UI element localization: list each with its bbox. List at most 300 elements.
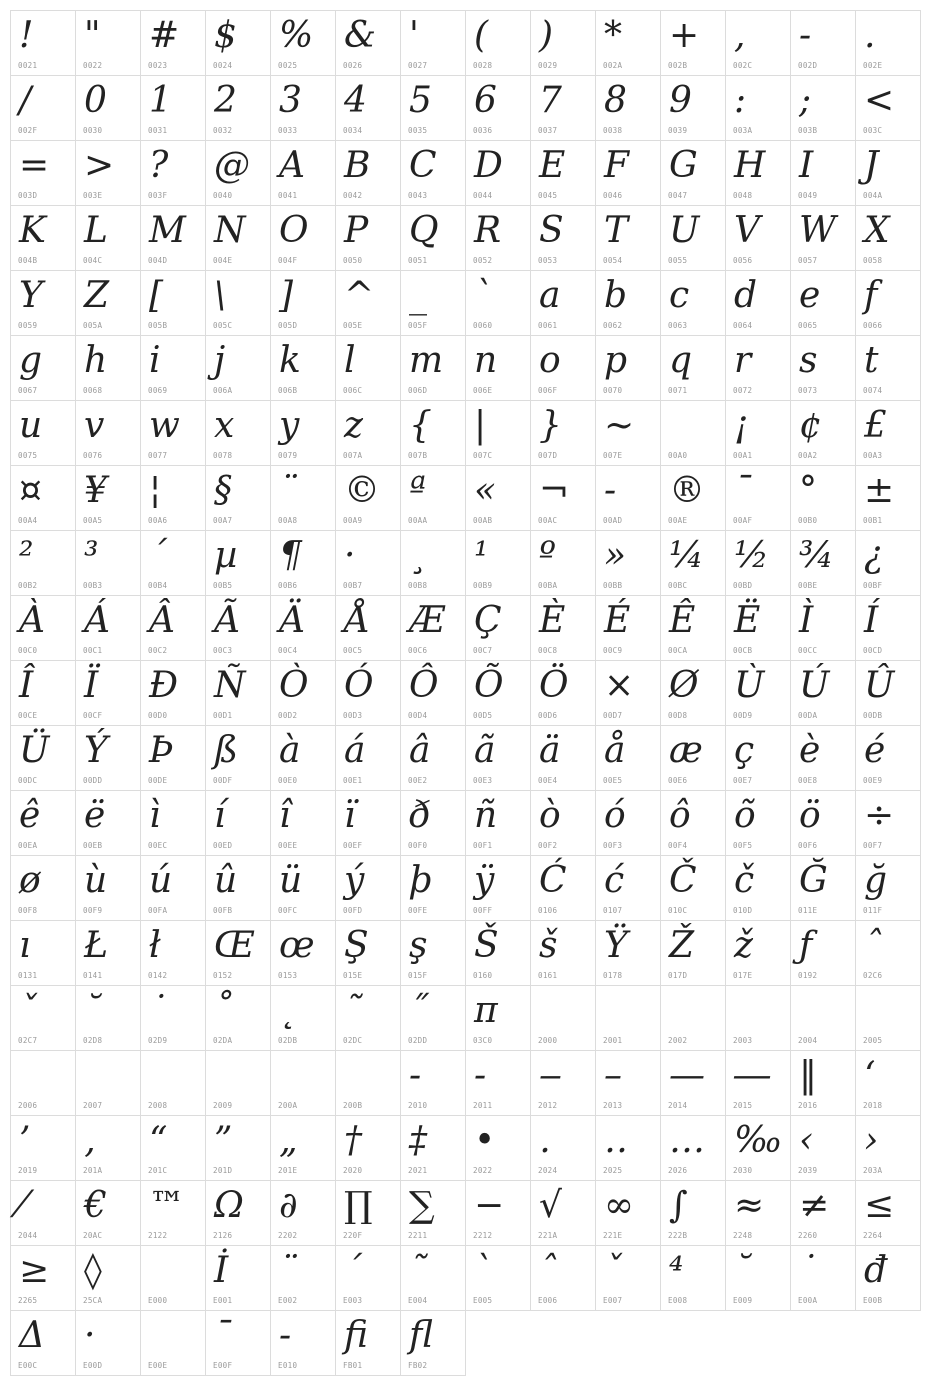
glyph-cell — [595, 10, 661, 76]
glyph-cell — [595, 140, 661, 206]
glyph-cell — [530, 1050, 596, 1116]
glyph-cell — [595, 660, 661, 726]
glyph-cell — [660, 920, 726, 986]
glyph-cell — [335, 400, 401, 466]
glyph-cell — [725, 400, 791, 466]
glyph-character: è — [799, 730, 821, 771]
glyph-cell — [855, 335, 921, 401]
glyph-cell — [465, 985, 531, 1051]
glyph-cell — [465, 790, 531, 856]
glyph-cell — [75, 205, 141, 271]
glyph-character: Ł — [84, 925, 109, 966]
glyph-character: È — [539, 600, 566, 641]
glyph-codepoint: 2044 — [18, 1231, 38, 1240]
glyph-character: * — [604, 15, 622, 56]
glyph-codepoint: 25CA — [83, 1296, 103, 1305]
glyph-codepoint: 00E9 — [863, 776, 883, 785]
glyph-character: ¯ — [734, 470, 752, 511]
glyph-character: µ — [214, 535, 238, 576]
glyph-cell — [400, 465, 466, 531]
glyph-codepoint: 007B — [408, 451, 428, 460]
glyph-codepoint: E008 — [668, 1296, 688, 1305]
glyph-codepoint: 201C — [148, 1166, 168, 1175]
glyph-codepoint: 00D0 — [148, 711, 168, 720]
glyph-character: √ — [539, 1185, 562, 1226]
glyph-codepoint: 0142 — [148, 971, 168, 980]
glyph-character: r — [734, 340, 752, 381]
glyph-character: ñ — [474, 795, 498, 836]
glyph-cell — [725, 530, 791, 596]
glyph-codepoint: 005C — [213, 321, 233, 330]
glyph-character: t — [864, 340, 879, 381]
glyph-cell — [400, 140, 466, 206]
glyph-codepoint: 2126 — [213, 1231, 233, 1240]
glyph-codepoint: 0036 — [473, 126, 493, 135]
glyph-codepoint: 005E — [343, 321, 363, 330]
glyph-cell — [530, 855, 596, 921]
glyph-codepoint: E009 — [733, 1296, 753, 1305]
glyph-cell — [400, 1310, 466, 1376]
glyph-codepoint: 00DD — [83, 776, 103, 785]
glyph-character: ö — [799, 795, 821, 836]
glyph-cell — [530, 1180, 596, 1246]
glyph-codepoint: 00E1 — [343, 776, 363, 785]
glyph-codepoint: 0052 — [473, 256, 493, 265]
glyph-codepoint: 2022 — [473, 1166, 493, 1175]
glyph-cell — [400, 1115, 466, 1181]
glyph-codepoint: 2264 — [863, 1231, 883, 1240]
glyph-character: ‒ — [539, 1055, 562, 1096]
glyph-cell — [10, 75, 76, 141]
glyph-codepoint: 002C — [733, 61, 753, 70]
glyph-codepoint: 006C — [343, 386, 363, 395]
glyph-codepoint: 00FF — [473, 906, 493, 915]
glyph-cell — [465, 1115, 531, 1181]
glyph-codepoint: 2021 — [408, 1166, 428, 1175]
glyph-character: ¤ — [19, 470, 42, 511]
glyph-cell — [270, 855, 336, 921]
glyph-codepoint: 006B — [278, 386, 298, 395]
glyph-character: Ï — [84, 665, 99, 706]
glyph-codepoint: 00D6 — [538, 711, 558, 720]
glyph-character: U — [669, 210, 700, 251]
glyph-cell — [465, 1245, 531, 1311]
glyph-cell — [725, 1245, 791, 1311]
glyph-codepoint: 007A — [343, 451, 363, 460]
glyph-character: ¯ — [214, 1315, 232, 1356]
glyph-character: R — [474, 210, 502, 251]
glyph-cell — [270, 10, 336, 76]
glyph-cell — [855, 400, 921, 466]
glyph-codepoint: 2248 — [733, 1231, 753, 1240]
glyph-cell — [75, 790, 141, 856]
glyph-cell — [595, 1245, 661, 1311]
glyph-cell — [595, 855, 661, 921]
glyph-character: Ð — [149, 665, 179, 706]
glyph-character: i — [149, 340, 161, 381]
glyph-codepoint: 00FA — [148, 906, 168, 915]
glyph-cell — [855, 660, 921, 726]
glyph-cell — [270, 920, 336, 986]
glyph-cell — [10, 920, 76, 986]
glyph-codepoint: FB02 — [408, 1361, 428, 1370]
glyph-codepoint: 002F — [18, 126, 38, 135]
glyph-character: ‡ — [409, 1120, 427, 1161]
glyph-character: ˜ — [409, 1250, 427, 1291]
glyph-character: í — [214, 795, 226, 836]
glyph-codepoint: 0153 — [278, 971, 298, 980]
glyph-codepoint: 0160 — [473, 971, 493, 980]
glyph-cell — [335, 465, 401, 531]
glyph-character: + — [669, 15, 700, 56]
glyph-character: 6 — [474, 80, 497, 121]
glyph-cell — [140, 75, 206, 141]
glyph-cell — [530, 465, 596, 531]
glyph-cell — [400, 530, 466, 596]
glyph-character: p — [604, 340, 628, 381]
glyph-cell — [75, 725, 141, 791]
glyph-codepoint: 005A — [83, 321, 103, 330]
glyph-cell — [75, 660, 141, 726]
glyph-codepoint: 0069 — [148, 386, 168, 395]
glyph-codepoint: 0067 — [18, 386, 38, 395]
glyph-character: ≠ — [799, 1185, 830, 1226]
glyph-codepoint: 00B3 — [83, 581, 103, 590]
glyph-cell — [465, 1180, 531, 1246]
glyph-cell — [400, 1245, 466, 1311]
glyph-codepoint: 00B9 — [473, 581, 493, 590]
glyph-cell — [140, 725, 206, 791]
glyph-character: n — [474, 340, 498, 381]
glyph-character: İ — [214, 1250, 229, 1291]
glyph-cell — [270, 1245, 336, 1311]
glyph-cell — [660, 985, 726, 1051]
glyph-character: ˆ — [539, 1250, 557, 1291]
glyph-codepoint: 0060 — [473, 321, 493, 330]
glyph-character: Ö — [539, 665, 569, 706]
glyph-character: ― — [734, 1055, 770, 1096]
glyph-cell — [790, 530, 856, 596]
glyph-character: B — [344, 145, 371, 186]
glyph-cell — [10, 140, 76, 206]
glyph-codepoint: 004C — [83, 256, 103, 265]
glyph-codepoint: 0061 — [538, 321, 558, 330]
glyph-character: ¸ — [409, 535, 427, 576]
glyph-cell — [465, 335, 531, 401]
glyph-character: ¡ — [734, 405, 749, 446]
glyph-codepoint: 00F4 — [668, 841, 688, 850]
glyph-cell — [205, 465, 271, 531]
glyph-cell — [75, 465, 141, 531]
glyph-codepoint: 015E — [343, 971, 363, 980]
glyph-codepoint: 0037 — [538, 126, 558, 135]
glyph-cell — [660, 790, 726, 856]
glyph-codepoint: 00A3 — [863, 451, 883, 460]
glyph-codepoint: 00C5 — [343, 646, 363, 655]
glyph-character: @ — [214, 145, 250, 186]
glyph-codepoint: 00B2 — [18, 581, 38, 590]
glyph-character: » — [604, 535, 627, 576]
glyph-character: © — [344, 470, 380, 511]
glyph-cell — [530, 725, 596, 791]
glyph-cell — [270, 985, 336, 1051]
glyph-cell — [595, 1115, 661, 1181]
glyph-character: % — [279, 15, 314, 56]
glyph-character: ˚ — [214, 990, 232, 1031]
glyph-character: û — [214, 860, 238, 901]
glyph-character: « — [474, 470, 497, 511]
glyph-cell — [530, 75, 596, 141]
glyph-codepoint: 2026 — [668, 1166, 688, 1175]
glyph-cell — [75, 400, 141, 466]
glyph-cell — [530, 530, 596, 596]
glyph-codepoint: 00EC — [148, 841, 168, 850]
glyph-character: Ú — [799, 665, 830, 706]
glyph-cell — [530, 270, 596, 336]
glyph-cell — [660, 75, 726, 141]
glyph-codepoint: 00F6 — [798, 841, 818, 850]
glyph-cell — [335, 1115, 401, 1181]
glyph-character: ú — [149, 860, 173, 901]
glyph-cell — [725, 1050, 791, 1116]
glyph-character: Ž — [669, 925, 695, 966]
glyph-character: ¥ — [84, 470, 107, 511]
glyph-character: ‰ — [734, 1120, 783, 1161]
glyph-character: ˜ — [344, 990, 362, 1031]
glyph-character: ^ — [344, 275, 375, 316]
glyph-codepoint: 00B6 — [278, 581, 298, 590]
glyph-codepoint: 00DB — [863, 711, 883, 720]
glyph-codepoint: 00EB — [83, 841, 103, 850]
glyph-character: Ä — [279, 600, 305, 641]
glyph-character: j — [214, 340, 226, 381]
glyph-cell — [595, 75, 661, 141]
glyph-character: Œ — [214, 925, 255, 966]
glyph-character: ø — [19, 860, 41, 901]
glyph-cell — [595, 985, 661, 1051]
glyph-cell — [335, 660, 401, 726]
glyph-cell — [205, 270, 271, 336]
glyph-character: x — [214, 405, 235, 446]
glyph-character: Z — [84, 275, 110, 316]
glyph-cell — [140, 855, 206, 921]
glyph-character: Ć — [539, 860, 567, 901]
glyph-cell — [530, 400, 596, 466]
glyph-character: õ — [734, 795, 756, 836]
glyph-codepoint: 0026 — [343, 61, 363, 70]
glyph-cell — [725, 140, 791, 206]
glyph-character: · — [84, 1315, 96, 1356]
glyph-character: Ş — [344, 925, 369, 966]
glyph-cell — [10, 595, 76, 661]
glyph-codepoint: 0070 — [603, 386, 623, 395]
glyph-character: . — [864, 15, 876, 56]
glyph-cell — [660, 595, 726, 661]
glyph-codepoint: 0044 — [473, 191, 493, 200]
glyph-character: Î — [19, 665, 34, 706]
glyph-cell — [465, 660, 531, 726]
glyph-character: \ — [214, 275, 227, 316]
glyph-codepoint: 00CE — [18, 711, 38, 720]
glyph-codepoint: 203A — [863, 1166, 883, 1175]
glyph-cell — [335, 790, 401, 856]
glyph-codepoint: 00BD — [733, 581, 753, 590]
glyph-character: $ — [214, 15, 237, 56]
glyph-cell — [465, 140, 531, 206]
glyph-codepoint: 0048 — [733, 191, 753, 200]
glyph-codepoint: 0022 — [83, 61, 103, 70]
glyph-codepoint: 0058 — [863, 256, 883, 265]
glyph-codepoint: 0063 — [668, 321, 688, 330]
glyph-cell — [790, 270, 856, 336]
glyph-cell — [140, 270, 206, 336]
glyph-cell — [855, 790, 921, 856]
glyph-codepoint: 0040 — [213, 191, 233, 200]
glyph-cell — [790, 335, 856, 401]
glyph-cell — [530, 790, 596, 856]
glyph-cell — [75, 985, 141, 1051]
glyph-codepoint: 003D — [18, 191, 38, 200]
glyph-cell — [660, 725, 726, 791]
glyph-character: ( — [474, 15, 489, 56]
glyph-codepoint: 0029 — [538, 61, 558, 70]
glyph-cell — [530, 1245, 596, 1311]
glyph-character: ž — [734, 925, 753, 966]
glyph-cell — [465, 920, 531, 986]
glyph-codepoint: 00A2 — [798, 451, 818, 460]
glyph-cell — [205, 1245, 271, 1311]
glyph-codepoint: 005D — [278, 321, 298, 330]
glyph-character: ˛ — [279, 990, 297, 1031]
glyph-character: Ÿ — [604, 925, 628, 966]
glyph-codepoint: 2202 — [278, 1231, 298, 1240]
glyph-codepoint: 007E — [603, 451, 623, 460]
glyph-character: ù — [84, 860, 108, 901]
glyph-character: å — [604, 730, 626, 771]
glyph-cell — [595, 725, 661, 791]
glyph-codepoint: 00FD — [343, 906, 363, 915]
glyph-cell — [725, 985, 791, 1051]
glyph-character: ` — [474, 275, 492, 316]
glyph-codepoint: 017E — [733, 971, 753, 980]
glyph-codepoint: 00A6 — [148, 516, 168, 525]
glyph-cell — [660, 205, 726, 271]
glyph-character: F — [604, 145, 629, 186]
glyph-codepoint: 0072 — [733, 386, 753, 395]
glyph-codepoint: 00A8 — [278, 516, 298, 525]
glyph-codepoint: 0043 — [408, 191, 428, 200]
glyph-codepoint: 2002 — [668, 1036, 688, 1045]
glyph-character: " — [84, 15, 101, 56]
glyph-character: Ì — [799, 600, 814, 641]
glyph-codepoint: 0141 — [83, 971, 103, 980]
glyph-codepoint: 0076 — [83, 451, 103, 460]
glyph-cell — [660, 465, 726, 531]
glyph-codepoint: E001 — [213, 1296, 233, 1305]
glyph-character: ¨ — [279, 470, 297, 511]
glyph-codepoint: 0079 — [278, 451, 298, 460]
glyph-cell — [400, 400, 466, 466]
glyph-cell — [335, 140, 401, 206]
glyph-codepoint: 0066 — [863, 321, 883, 330]
glyph-codepoint: 003C — [863, 126, 883, 135]
glyph-codepoint: 002D — [798, 61, 818, 70]
glyph-character: ! — [19, 15, 34, 56]
glyph-character: ¿ — [864, 535, 884, 576]
glyph-codepoint: 02D9 — [148, 1036, 168, 1045]
glyph-codepoint: 00AB — [473, 516, 493, 525]
glyph-cell — [790, 1180, 856, 1246]
glyph-character: W — [799, 210, 837, 251]
glyph-codepoint: 0049 — [798, 191, 818, 200]
glyph-codepoint: 2014 — [668, 1101, 688, 1110]
glyph-cell — [660, 270, 726, 336]
glyph-cell — [660, 140, 726, 206]
glyph-codepoint: 2025 — [603, 1166, 623, 1175]
glyph-cell — [660, 1180, 726, 1246]
glyph-codepoint: 00B4 — [148, 581, 168, 590]
glyph-codepoint: 0054 — [603, 256, 623, 265]
glyph-cell — [660, 1245, 726, 1311]
glyph-character: ˇ — [604, 1250, 622, 1291]
glyph-cell — [270, 270, 336, 336]
glyph-character: Ó — [344, 665, 374, 706]
glyph-character: { — [409, 405, 432, 446]
glyph-character: g — [19, 340, 43, 381]
glyph-character: y — [279, 405, 300, 446]
glyph-cell — [855, 10, 921, 76]
glyph-character: ‚ — [84, 1120, 96, 1161]
glyph-character: ð — [409, 795, 431, 836]
glyph-cell — [75, 75, 141, 141]
glyph-cell — [75, 1050, 141, 1116]
glyph-cell — [595, 465, 661, 531]
glyph-cell — [270, 595, 336, 661]
glyph-character: … — [669, 1120, 705, 1161]
glyph-character: ï — [344, 795, 356, 836]
glyph-character: ć — [604, 860, 625, 901]
glyph-cell — [595, 205, 661, 271]
glyph-codepoint: 00BB — [603, 581, 623, 590]
glyph-character: · — [344, 535, 356, 576]
glyph-cell — [335, 1310, 401, 1376]
glyph-cell — [75, 1180, 141, 1246]
glyph-character: w — [149, 405, 180, 446]
glyph-codepoint: 00D3 — [343, 711, 363, 720]
glyph-codepoint: 011E — [798, 906, 818, 915]
glyph-codepoint: 2011 — [473, 1101, 493, 1110]
glyph-cell — [465, 75, 531, 141]
glyph-character: ÷ — [864, 795, 895, 836]
glyph-character: D — [474, 145, 503, 186]
glyph-cell — [335, 1245, 401, 1311]
glyph-character: Š — [474, 925, 499, 966]
glyph-codepoint: 0021 — [18, 61, 38, 70]
glyph-codepoint: 0051 — [408, 256, 428, 265]
glyph-character: — — [669, 1055, 705, 1096]
glyph-cell — [10, 725, 76, 791]
glyph-cell — [400, 725, 466, 791]
glyph-character: Ğ — [799, 860, 828, 901]
glyph-codepoint: 00FC — [278, 906, 298, 915]
glyph-codepoint: 00BE — [798, 581, 818, 590]
glyph-cell — [270, 140, 336, 206]
glyph-codepoint: 0075 — [18, 451, 38, 460]
glyph-codepoint: 015F — [408, 971, 428, 980]
glyph-cell — [725, 920, 791, 986]
glyph-cell — [270, 1310, 336, 1376]
glyph-codepoint: 00A0 — [668, 451, 688, 460]
